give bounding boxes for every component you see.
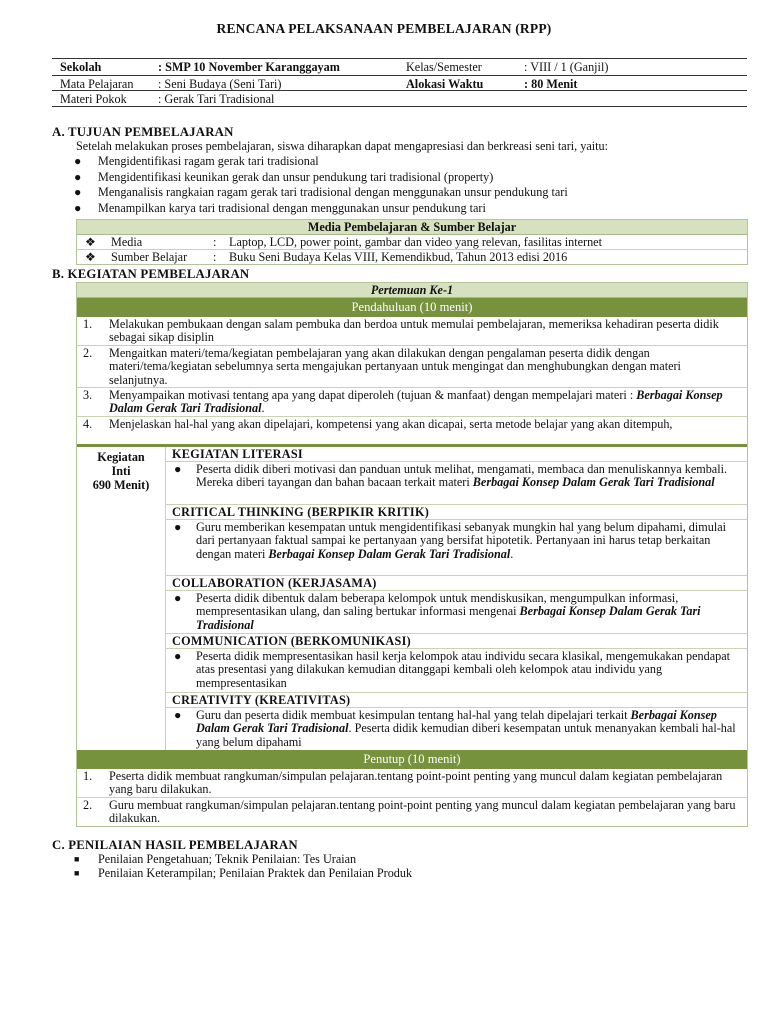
kelas-label: Kelas/Semester — [406, 60, 482, 74]
pertemuan-heading: Pertemuan Ke-1 — [77, 283, 747, 298]
table-row: 1. Peserta didik membuat rangkuman/simpulan pelajaran.tentang point-point penting yang muncul dalam kegiatan pembelajaran yang baru dilakukan. — [77, 769, 747, 798]
info-row-mapel — [52, 76, 747, 90]
media-label: Media — [111, 235, 143, 249]
kegiatan-inti-label: Kegiatan Inti 690 Menit) — [77, 447, 166, 750]
bullet-icon: ● — [174, 591, 182, 605]
section-c-heading: C. PENILAIAN HASIL PEMBELAJARAN — [52, 838, 298, 852]
section-b-heading: B. KEGIATAN PEMBELAJARAN — [52, 267, 250, 281]
kegiatan-inti-block — [77, 447, 747, 750]
kegiatan-table — [76, 282, 748, 827]
sekolah-value: : SMP 10 November Karanggayam — [158, 60, 340, 74]
diamond-bullet-icon: ❖ — [85, 235, 96, 249]
media-sep: : — [213, 235, 217, 249]
kelas-value: : VIII / 1 (Ganjil) — [524, 60, 609, 74]
alokasi-label: Alokasi Waktu — [406, 77, 484, 91]
mapel-label: Mata Pelajaran — [60, 77, 134, 91]
penilaian-list — [52, 853, 752, 881]
table-row: 3. Menyampaikan motivasi tentang apa yang dapat diperoleh (tujuan & manfaat) dengan mempelajari materi : Berbagai Konsep Dalam Gerak Tari Tradisional. — [77, 388, 747, 417]
bullet-icon: ● — [74, 154, 82, 168]
collaboration-heading: COLLABORATION (KERJASAMA) — [166, 576, 747, 591]
media-value: Laptop, LCD, power point, gambar dan video yang relevan, fasilitas internet — [229, 235, 602, 249]
tujuan-list — [52, 155, 752, 217]
sumber-label: Sumber Belajar — [111, 250, 188, 264]
media-table — [76, 219, 748, 265]
pendahuluan-heading: Pendahuluan (10 menit) — [77, 298, 747, 317]
list-item: ● Mengidentifikasi keunikan gerak dan unsur pendukung tari tradisional (property) — [74, 169, 494, 184]
bullet-icon: ● — [74, 169, 82, 184]
sumber-sep: : — [213, 250, 217, 264]
info-table — [52, 58, 747, 107]
list-item: ● Guru dan peserta didik membuat kesimpulan tentang hal-hal yang telah dipelajari terkait Berbagai Konsep Dalam Gerak Tari Tradisional. Peserta didik kemudian diberi kesempatan untuk menanyakan kembali hal-hal yang belum dipahami — [174, 708, 736, 749]
alokasi-value: : 80 Menit — [524, 77, 578, 91]
square-bullet-icon: ■ — [74, 868, 80, 878]
list-item: ● Menampilkan karya tari tradisional dengan menggunakan unsur pendukung tari — [74, 200, 486, 215]
list-item: ● Menganalisis rangkaian ragam gerak tari tradisional dengan menggunakan unsur pendukung tari — [74, 185, 568, 199]
literasi-heading: KEGIATAN LITERASI — [166, 447, 747, 462]
list-item: ■ Penilaian Keterampilan; Penilaian Praktek dan Penilaian Produk — [74, 866, 413, 880]
creativity-heading: CREATIVITY (KREATIVITAS) — [166, 693, 747, 708]
list-item: ● Peserta didik diberi motivasi dan panduan untuk melihat, mengamati, membaca dan menuliskannya kembali. Mereka diberi tayangan dan bahan bacaan terkait materi Berbagai Konsep Dalam Gerak Tari Tradisional — [166, 462, 747, 505]
sumber-row — [77, 250, 747, 264]
section-a-intro: Setelah melakukan proses pembelajaran, siswa diharapkan dapat mengapresiasi dan berkreasi seni tari, yaitu: — [76, 139, 608, 153]
media-table-heading: Media Pembelajaran & Sumber Belajar — [77, 220, 747, 235]
mapel-value: : Seni Budaya (Seni Tari) — [158, 77, 282, 91]
bullet-icon: ● — [174, 462, 182, 476]
info-row-sekolah — [52, 59, 747, 76]
table-row: 1. Melakukan pembukaan dengan salam pembuka dan berdoa untuk memulai pembelajaran, memeriksa kehadiran peserta didik sebagai sikap disiplin — [77, 317, 747, 346]
list-item: ● Guru memberikan kesempatan untuk mengidentifikasi sebanyak mungkin hal yang belum dipahami, dimulai dari pertanyaan faktual sampai ke pertanyaan yang bersifat hipotetik. Pertanyaan ini harus tetap berkaitan dengan materi Berbagai Konsep Dalam Gerak Tari Tradisional. — [166, 520, 747, 576]
bullet-icon: ● — [174, 649, 182, 663]
table-row: 2. Mengaitkan materi/tema/kegiatan pembelajaran yang akan dilakukan dengan pengalaman peserta didik dengan materi/tema/kegiatan sebelumnya serta mengajukan pertanyaan untuk mengingat dan menghubungkan dengan materi selanjutnya. — [77, 346, 747, 388]
square-bullet-icon: ■ — [74, 854, 80, 864]
table-row: 2. Guru membuat rangkuman/simpulan pelajaran.tentang point-point penting yang muncul dalam kegiatan pembelajaran yang baru dilakukan. — [83, 798, 736, 826]
bullet-icon: ● — [174, 708, 182, 722]
bullet-icon: ● — [174, 520, 182, 534]
materi-value: : Gerak Tari Tradisional — [158, 92, 275, 106]
list-item: ● Peserta didik dibentuk dalam beberapa kelompok untuk mendiskusikan, mengumpulkan informasi, mempresentasikan ulang, dan saling bertukar informasi mengenai Berbagai Konsep Dalam Gerak Tari Tradisional — [166, 591, 747, 634]
info-row-materi — [52, 90, 747, 106]
section-a-heading: A. TUJUAN PEMBELAJARAN — [52, 125, 234, 139]
table-row: 4. Menjelaskan hal-hal yang akan dipelajari, kompetensi yang akan dicapai, serta metode belajar yang akan ditempuh, — [77, 417, 747, 447]
list-item: ● Peserta didik mempresentasikan hasil kerja kelompok atau individu secara klasikal, mengemukakan pendapat atas presentasi yang dilakukan kemudian ditanggapi kembali oleh kelompok atau individu yang mempresentasikan — [166, 649, 747, 693]
materi-label: Materi Pokok — [60, 92, 127, 106]
media-row — [77, 235, 747, 250]
bullet-icon: ● — [74, 185, 82, 199]
list-item: ■ Penilaian Pengetahuan; Teknik Penilaian: Tes Uraian — [74, 852, 357, 866]
diamond-bullet-icon: ❖ — [85, 250, 96, 264]
sumber-value: Buku Seni Budaya Kelas VIII, Kemendikbud, Tahun 2013 edisi 2016 — [229, 250, 568, 264]
critical-thinking-heading: CRITICAL THINKING (BERPIKIR KRITIK) — [166, 505, 747, 520]
sekolah-label: Sekolah — [60, 60, 102, 74]
penutup-heading: Penutup (10 menit) — [77, 750, 747, 769]
document-title: RENCANA PELAKSANAAN PEMBELAJARAN (RPP) — [216, 21, 552, 36]
bullet-icon: ● — [74, 200, 82, 215]
communication-heading: COMMUNICATION (BERKOMUNIKASI) — [166, 634, 747, 649]
list-item: ● Mengidentifikasi ragam gerak tari tradisional — [74, 154, 319, 168]
